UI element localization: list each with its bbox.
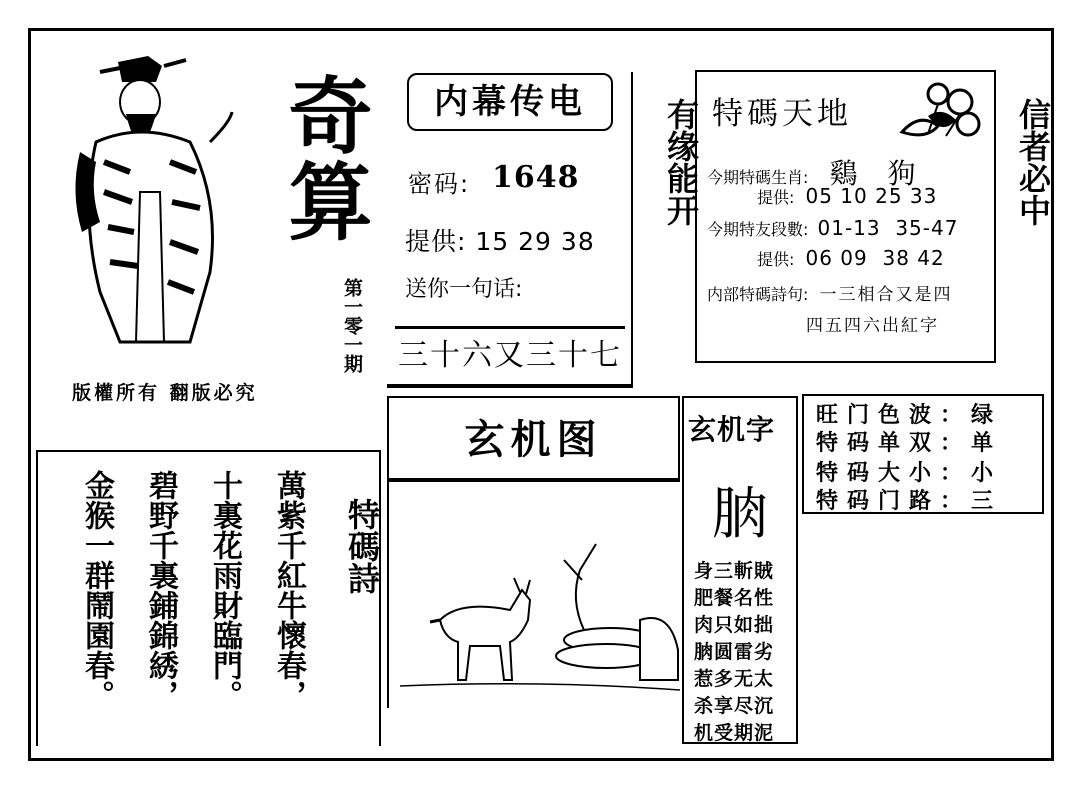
- riddle-line: 杀享尽沉: [694, 695, 775, 717]
- zodiac-values: 鷄狗: [829, 157, 946, 190]
- insider-provide-label: 提供:: [405, 227, 467, 256]
- info-row-odd-even: 特码单双：单: [816, 431, 1003, 456]
- copyright-notice: 版權所有 翻版必究: [72, 382, 258, 404]
- riddle-word-title: 玄机字: [688, 413, 776, 446]
- riddle-line: 身三斬賊: [694, 560, 775, 582]
- zodiac-provide-numbers: 05 10 25 33: [805, 184, 938, 208]
- poem-title: 特碼詩: [343, 498, 381, 594]
- deity-figure-illustration: [60, 52, 240, 352]
- flower-icon: [898, 76, 986, 154]
- range-provide-numbers: 06 09 38 42: [805, 246, 945, 270]
- info-row-path: 特码门路：三: [816, 489, 1003, 514]
- insider-provide-numbers: 15 29 38: [475, 227, 595, 256]
- riddle-word-char: 朒: [712, 482, 768, 547]
- insider-title: 内幕传电: [407, 73, 613, 131]
- zodiac-provide-row: [757, 184, 937, 208]
- insider-provide: [405, 222, 595, 258]
- zodiac-provide-label: 提供:: [757, 188, 795, 207]
- code-label: 密码:: [408, 170, 471, 198]
- special-poem-row: [707, 280, 953, 305]
- info-row-color: 旺门色波：绿: [816, 403, 1003, 428]
- special-poem-line1: 一三相合又是四: [819, 285, 953, 305]
- slogan-left: 有缘能开: [662, 98, 700, 226]
- range-row: [707, 216, 958, 240]
- goat-illustration: [400, 530, 680, 700]
- special-poem-line2: 四五四六出紅字: [806, 316, 939, 336]
- phrase-label: 送你一句话:: [405, 277, 523, 302]
- code-value: 1648: [492, 160, 580, 195]
- riddle-picture-title: 玄机图: [464, 417, 603, 463]
- poem-column-3: 碧野千裏鋪錦綉，: [143, 470, 178, 710]
- info-row-size: 特码大小：小: [816, 461, 1003, 486]
- poem-column-4: 金猴一群鬧園春。: [79, 470, 114, 710]
- riddle-word-lines: [694, 558, 774, 747]
- riddle-line: 朒圆雷劣: [694, 641, 775, 663]
- poem-column-2: 十裏花雨財臨門。: [207, 470, 242, 710]
- riddle-line: 肉只如拙: [694, 614, 775, 636]
- riddle-line: 惹多无太: [694, 668, 775, 690]
- riddle-line: 肥餐名性: [694, 587, 775, 609]
- range-label: 今期特友段數:: [707, 220, 809, 239]
- special-title: 特碼天地: [712, 96, 852, 132]
- slogan-right: 信者必中: [1014, 98, 1052, 226]
- zodiac-label: 今期特碼生肖:: [707, 168, 809, 187]
- range-provide-row: [757, 246, 945, 270]
- range-provide-label: 提供:: [757, 250, 795, 269]
- riddle-line: 机受期泥: [694, 722, 775, 744]
- phrase-text: 三十六又三十七: [398, 338, 622, 373]
- page-title: 奇算: [275, 72, 373, 244]
- range-values: 01-13 35-47: [817, 216, 959, 240]
- special-poem-label: 内部特碼詩句:: [707, 285, 809, 304]
- issue-number: 第一零一期: [341, 278, 363, 373]
- poem-column-1: 萬紫千紅牛懷春，: [271, 470, 306, 710]
